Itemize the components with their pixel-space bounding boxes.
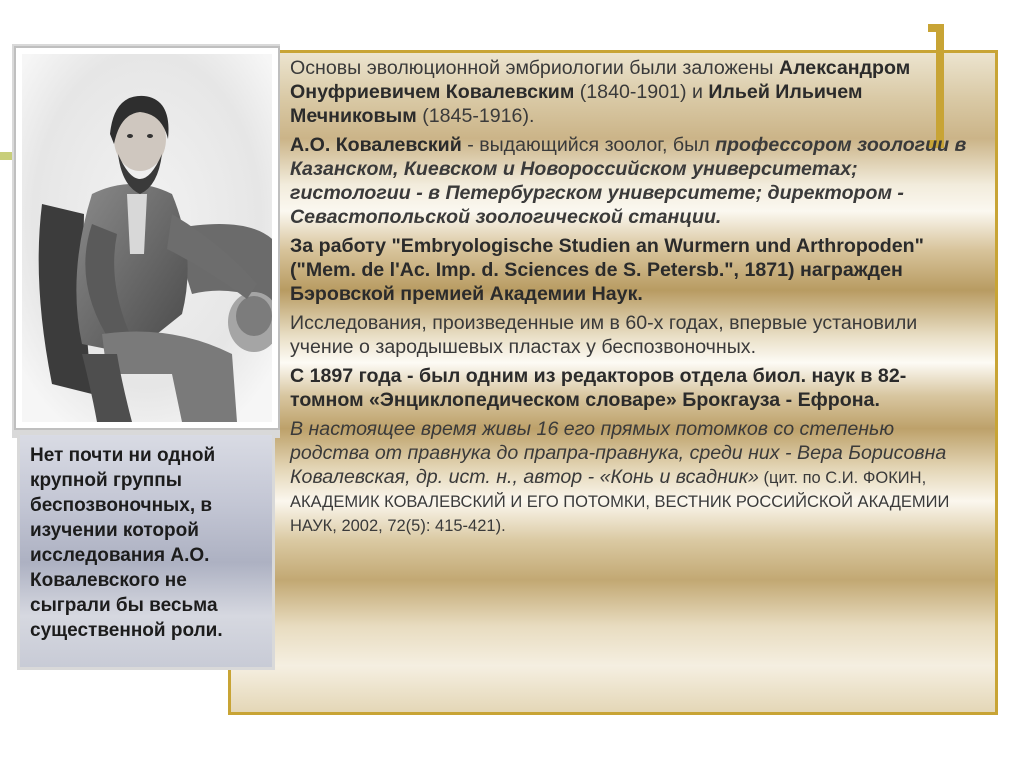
text-run: Основы эволюционной эмбриологии были заложены	[290, 57, 779, 79]
text-run: С 1897 года - был одним из редакторов отдела биол. наук в 82-томном «Энциклопедическом словаре» Брокгауза - Ефрона.	[290, 365, 907, 411]
side-accent-mark	[0, 152, 12, 160]
paragraph-research	[290, 311, 970, 359]
portrait-photo	[14, 46, 280, 430]
caption-box: Нет почти ни одной крупной группы беспозвоночных, в изучении которой исследования А.О. Ковалевского не сыграли бы весьма существенной роли.	[17, 432, 275, 670]
text-run: За работу "Embryologische Studien an Wurmern und Arthropoden" ("Mem. de l'Ac. Imp. d. Sciences de S. Petersb.", 1871) награжден Бэровской премией Академии Наук.	[290, 235, 924, 305]
text-run: Александром Онуфриевичем Ковалевским	[290, 57, 911, 103]
text-run: Исследования, произведенные им в 60-х годах, впервые установили учение о зародышевых пластах у беспозвоночных.	[290, 312, 918, 358]
paragraph-encyclopedia	[290, 364, 970, 412]
text-run: Ильей Ильичем Мечниковым	[290, 81, 863, 127]
portrait-illustration	[22, 54, 272, 422]
text-run: (цит. по С.И. ФОКИН, АКАДЕМИК КОВАЛЕВСКИЙ И ЕГО ПОТОМКИ, ВЕСТНИК РОССИЙСКОЙ АКАДЕМИИ НАУК, 2002, 72(5): 415-421).	[290, 469, 950, 535]
paragraph-founders	[290, 56, 970, 128]
paragraph-career	[290, 133, 970, 229]
text-run: - выдающийся зоолог, был	[461, 134, 716, 156]
paragraph-award	[290, 234, 970, 306]
text-run: профессором зоологии в Казанском, Киевском и Новороссийском университетах; гистологии - в Петербургском университете; директором - Севастопольской зоологической станции.	[290, 134, 967, 228]
text-run: (1845-1916).	[416, 105, 535, 127]
text-run: А.О. Ковалевский	[290, 134, 462, 156]
paragraph-descendants	[290, 417, 970, 537]
text-run: (1840-1901) и	[574, 81, 709, 103]
text-run: В настоящее время живы 16 его прямых потомков со степенью родства от правнука до прапра-правнука, среди них - Вера Борисовна Ковалевская, др. ист. н., автор - «Конь и всадник»	[290, 418, 947, 488]
biography-text	[290, 56, 970, 542]
